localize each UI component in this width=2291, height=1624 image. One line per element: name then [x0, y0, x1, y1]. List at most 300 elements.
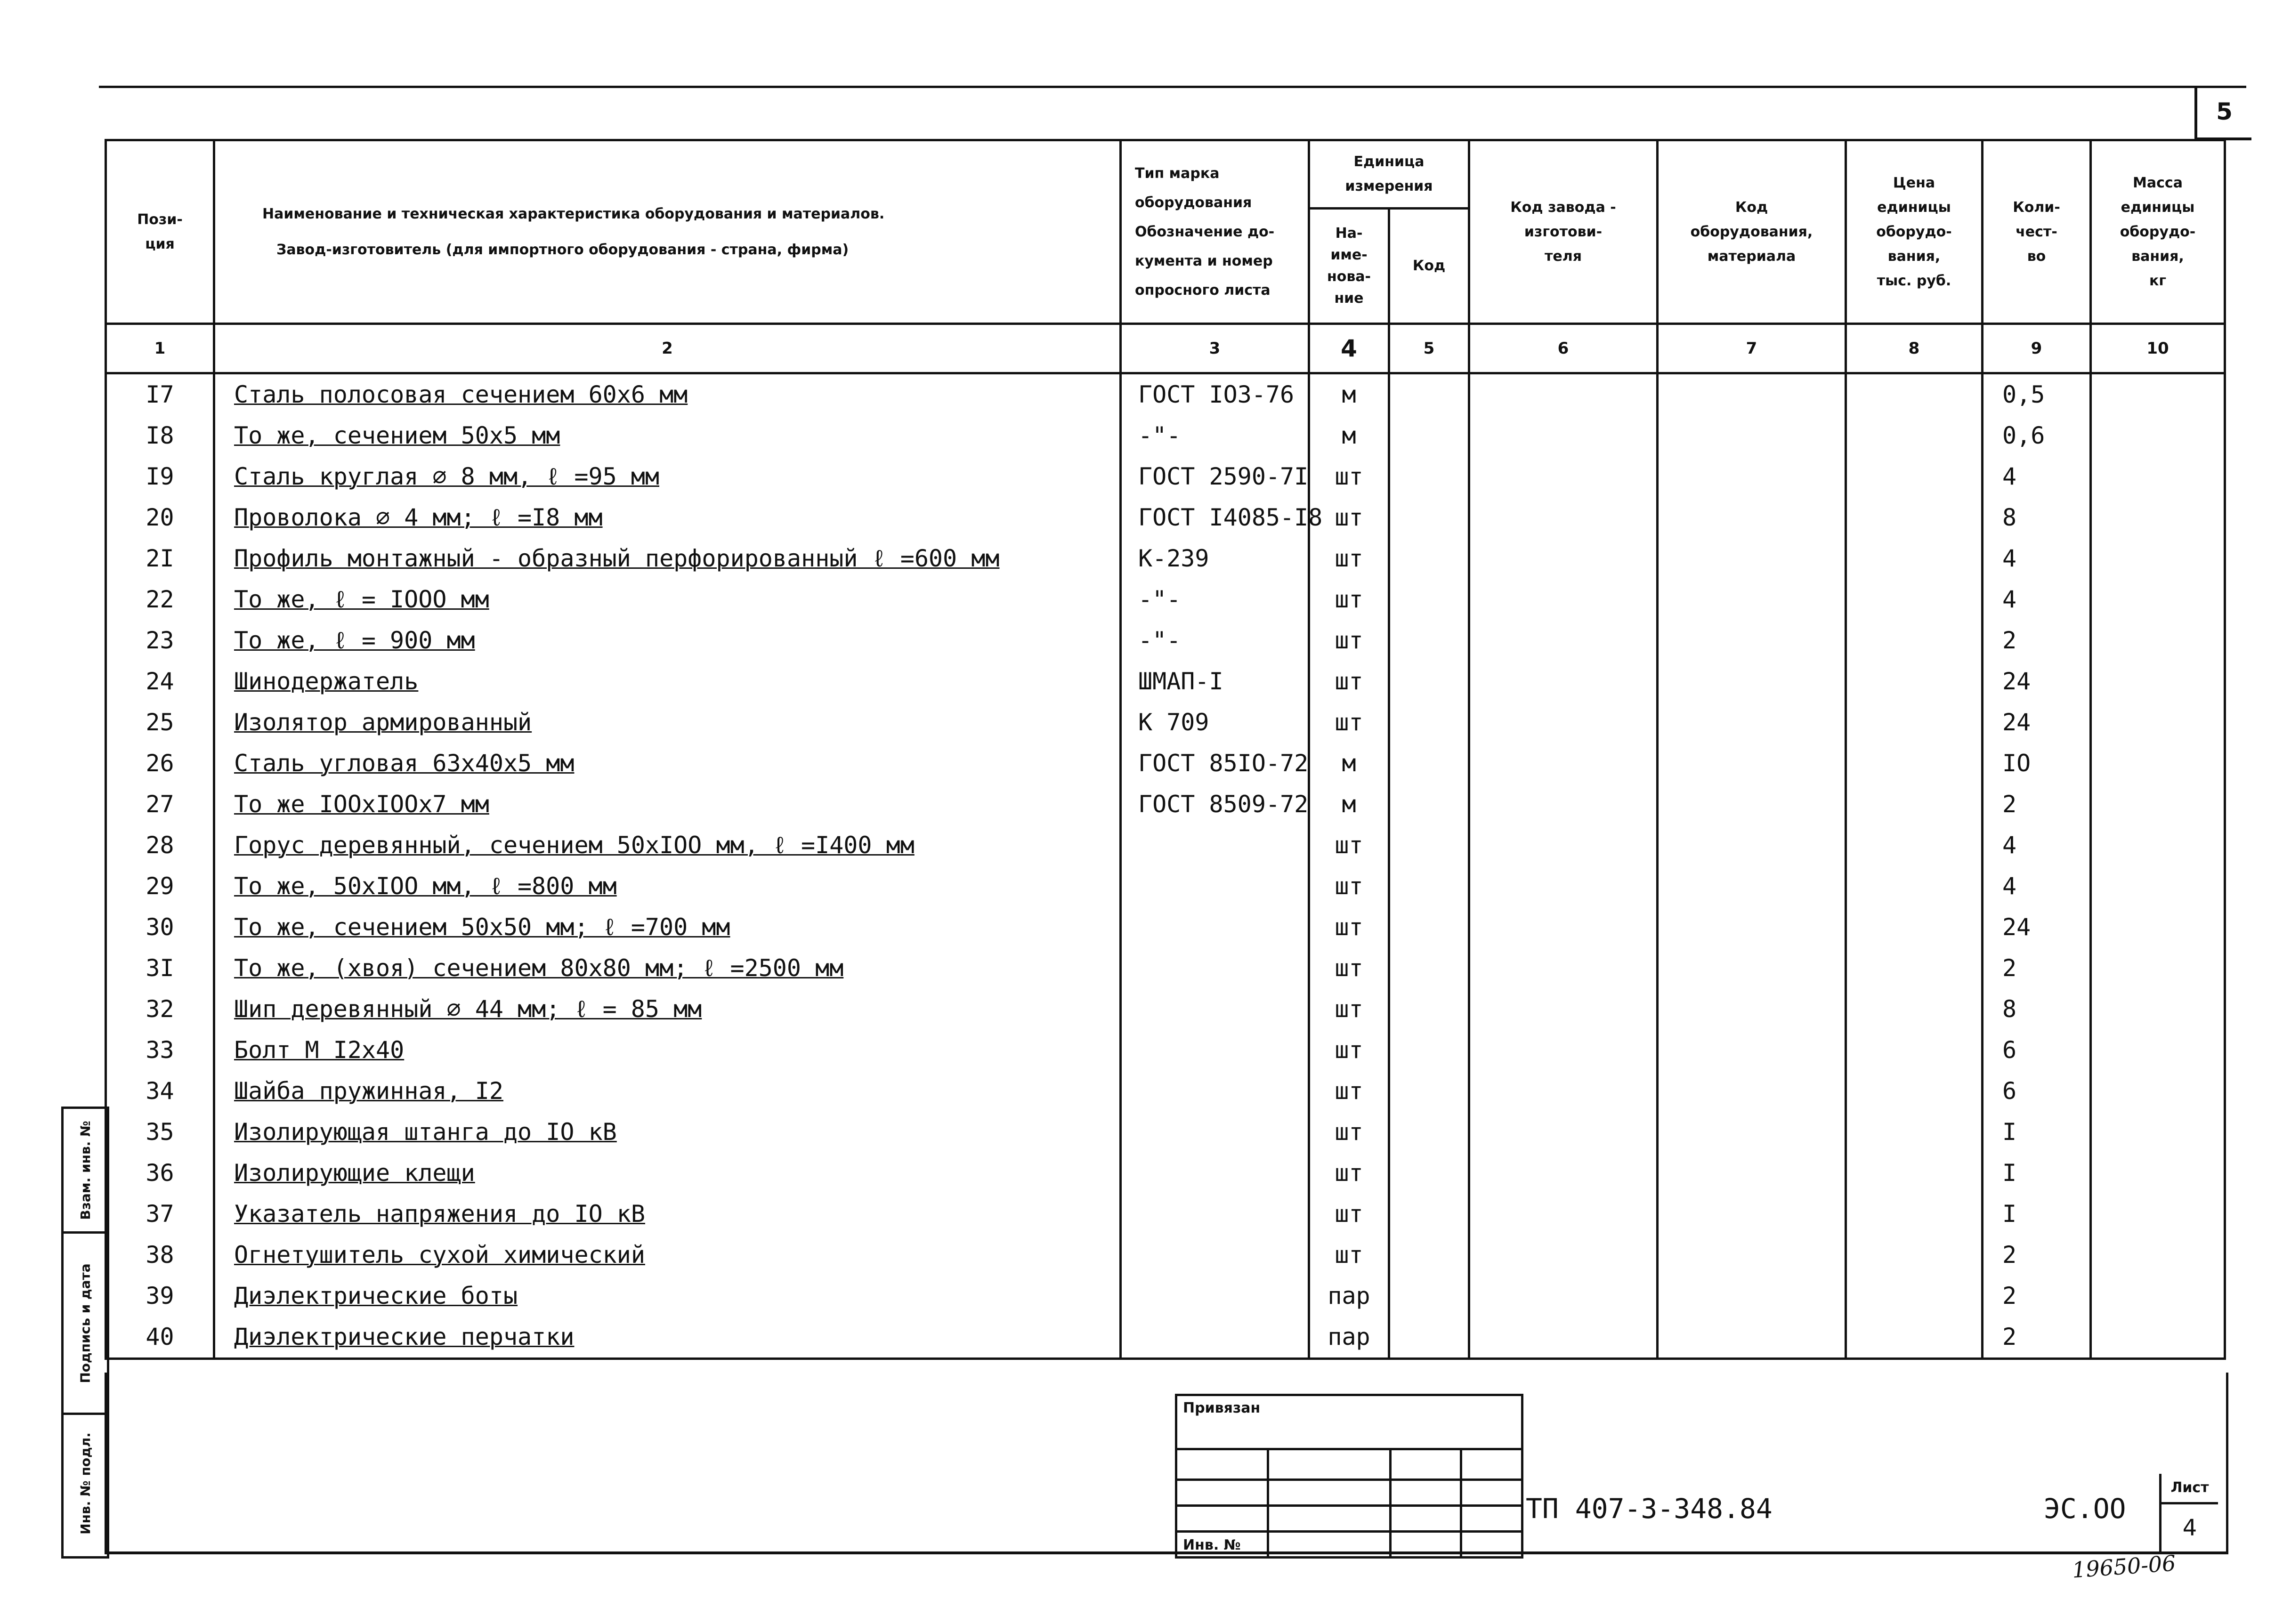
row-mass: [2091, 538, 2225, 579]
row-qty: 6: [1983, 1030, 2091, 1071]
row-qty: 4: [1983, 538, 2091, 579]
row-position: 2I: [106, 538, 214, 579]
row-name: Огнетушитель сухой химический: [214, 1235, 1121, 1276]
row-unit: шт: [1309, 661, 1389, 702]
header-price: Цена единицы оборудо- вания, тыс. руб.: [1846, 140, 1983, 324]
table-row: [106, 907, 2225, 948]
row-qty: 2: [1983, 1276, 2091, 1317]
row-equip-code: [1658, 538, 1846, 579]
row-mass: [2091, 1194, 2225, 1235]
row-name: Изолирующие клещи: [214, 1153, 1121, 1194]
row-equip-code: [1658, 1276, 1846, 1317]
row-position: 38: [106, 1235, 214, 1276]
table-row: [106, 948, 2225, 989]
table-row: [106, 538, 2225, 579]
row-name: То же, (хвоя) сечением 80x80 мм; ℓ =2500 мм: [214, 948, 1121, 989]
row-qty: 2: [1983, 1317, 2091, 1359]
row-unit-code: [1389, 1194, 1469, 1235]
header-name: Наименование и техническая характеристика оборудования и материалов. Завод-изготовитель (для импортного оборудования - страна, фирма): [214, 140, 1121, 324]
row-plant-code: [1469, 497, 1658, 538]
row-position: 39: [106, 1276, 214, 1317]
table-row: [106, 1112, 2225, 1153]
row-position: 24: [106, 661, 214, 702]
row-qty: IO: [1983, 743, 2091, 784]
row-unit-code: [1389, 907, 1469, 948]
row-mark: [1121, 989, 1309, 1030]
row-qty: 24: [1983, 702, 2091, 743]
row-position: 33: [106, 1030, 214, 1071]
row-position: 30: [106, 907, 214, 948]
row-mark: -"-: [1121, 415, 1309, 456]
row-mark: [1121, 1235, 1309, 1276]
row-unit: м: [1309, 743, 1389, 784]
row-name: Изолятор армированный: [214, 702, 1121, 743]
document-code: ТП 407-3-348.84: [1526, 1493, 1773, 1525]
col-number: 8: [1846, 324, 1983, 373]
row-price: [1846, 702, 1983, 743]
row-equip-code: [1658, 784, 1846, 825]
row-qty: 4: [1983, 579, 2091, 620]
side-stamp-sign-date: Подпись и дата: [77, 1263, 93, 1383]
row-unit: шт: [1309, 1153, 1389, 1194]
row-plant-code: [1469, 784, 1658, 825]
row-qty: 2: [1983, 784, 2091, 825]
row-plant-code: [1469, 825, 1658, 866]
row-unit-code: [1389, 989, 1469, 1030]
row-mass: [2091, 497, 2225, 538]
row-unit: шт: [1309, 989, 1389, 1030]
row-unit-code: [1389, 1276, 1469, 1317]
row-position: 27: [106, 784, 214, 825]
row-mass: [2091, 1030, 2225, 1071]
col-number: 4: [1309, 324, 1389, 373]
col-number: 7: [1658, 324, 1846, 373]
table-row: [106, 1071, 2225, 1112]
row-unit-code: [1389, 743, 1469, 784]
row-mass: [2091, 661, 2225, 702]
row-unit-code: [1389, 456, 1469, 497]
row-position: 26: [106, 743, 214, 784]
row-name: Проволока ∅ 4 мм; ℓ =I8 мм: [214, 497, 1121, 538]
row-plant-code: [1469, 661, 1658, 702]
row-mark: [1121, 866, 1309, 907]
col-number: 1: [106, 324, 214, 373]
table-row: [106, 373, 2225, 416]
row-equip-code: [1658, 661, 1846, 702]
row-qty: 2: [1983, 948, 2091, 989]
row-mass: [2091, 579, 2225, 620]
row-price: [1846, 456, 1983, 497]
row-name: То же, сечением 50x50 мм; ℓ =700 мм: [214, 907, 1121, 948]
row-qty: I: [1983, 1112, 2091, 1153]
row-qty: 2: [1983, 1235, 2091, 1276]
row-qty: 4: [1983, 825, 2091, 866]
row-mass: [2091, 702, 2225, 743]
row-mark: [1121, 1112, 1309, 1153]
row-unit: шт: [1309, 579, 1389, 620]
row-unit: шт: [1309, 497, 1389, 538]
header-mass: Масса единицы оборудо- вания, кг: [2091, 140, 2225, 324]
row-unit: м: [1309, 373, 1389, 416]
row-mark: [1121, 907, 1309, 948]
row-mark: [1121, 1276, 1309, 1317]
row-plant-code: [1469, 373, 1658, 416]
row-unit-code: [1389, 825, 1469, 866]
row-mark: ГОСТ 2590-7I: [1121, 456, 1309, 497]
row-price: [1846, 415, 1983, 456]
row-equip-code: [1658, 1317, 1846, 1359]
row-price: [1846, 538, 1983, 579]
row-mark: [1121, 1071, 1309, 1112]
col-number: 2: [214, 324, 1121, 373]
header-mark: Тип марка оборудования Обозначение до- кумента и номер опросного листа: [1121, 140, 1309, 324]
row-name: Диэлектрические перчатки: [214, 1317, 1121, 1359]
row-price: [1846, 1030, 1983, 1071]
row-unit-code: [1389, 373, 1469, 416]
sheet-value: 4: [2182, 1515, 2197, 1541]
row-mass: [2091, 456, 2225, 497]
row-qty: I: [1983, 1194, 2091, 1235]
row-qty: 24: [1983, 907, 2091, 948]
row-unit-code: [1389, 1153, 1469, 1194]
row-mass: [2091, 948, 2225, 989]
table-row: [106, 866, 2225, 907]
row-position: I8: [106, 415, 214, 456]
row-plant-code: [1469, 1235, 1658, 1276]
handwritten-note: 19650-06: [2071, 1550, 2177, 1583]
header-qty: Коли- чест- во: [1983, 140, 2091, 324]
row-mass: [2091, 743, 2225, 784]
row-unit: шт: [1309, 907, 1389, 948]
row-price: [1846, 784, 1983, 825]
row-equip-code: [1658, 948, 1846, 989]
row-plant-code: [1469, 1030, 1658, 1071]
row-mass: [2091, 989, 2225, 1030]
row-name: То же IOOxIOOx7 мм: [214, 784, 1121, 825]
row-name: Шип деревянный ∅ 44 мм; ℓ = 85 мм: [214, 989, 1121, 1030]
col-number: 10: [2091, 324, 2225, 373]
row-equip-code: [1658, 1194, 1846, 1235]
row-qty: 2: [1983, 620, 2091, 661]
row-unit-code: [1389, 1317, 1469, 1359]
row-unit: м: [1309, 784, 1389, 825]
stamp-title: Привязан: [1183, 1400, 1261, 1416]
row-mass: [2091, 1235, 2225, 1276]
sheet-number: 5: [2194, 86, 2251, 140]
stamp-inv-label: Инв. №: [1183, 1537, 1241, 1553]
row-mark: [1121, 1317, 1309, 1359]
row-price: [1846, 373, 1983, 416]
row-unit: шт: [1309, 456, 1389, 497]
table-row: [106, 1153, 2225, 1194]
row-qty: 4: [1983, 866, 2091, 907]
row-equip-code: [1658, 1112, 1846, 1153]
row-price: [1846, 1071, 1983, 1112]
row-mass: [2091, 1112, 2225, 1153]
row-mark: ШМАП-I: [1121, 661, 1309, 702]
col-number: 9: [1983, 324, 2091, 373]
table-row: [106, 579, 2225, 620]
row-mass: [2091, 373, 2225, 416]
row-mass: [2091, 866, 2225, 907]
row-position: 23: [106, 620, 214, 661]
row-position: 32: [106, 989, 214, 1030]
row-name: Сталь угловая 63x40x5 мм: [214, 743, 1121, 784]
row-price: [1846, 1317, 1983, 1359]
row-name: Сталь полосовая сечением 60x6 мм: [214, 373, 1121, 416]
row-price: [1846, 825, 1983, 866]
row-mass: [2091, 1153, 2225, 1194]
specification-table: [105, 139, 2226, 1360]
row-price: [1846, 1112, 1983, 1153]
row-equip-code: [1658, 825, 1846, 866]
table-row: [106, 989, 2225, 1030]
sheet-box: [2159, 1474, 2218, 1551]
row-unit: шт: [1309, 538, 1389, 579]
row-unit: шт: [1309, 866, 1389, 907]
row-unit-code: [1389, 1071, 1469, 1112]
row-equip-code: [1658, 415, 1846, 456]
row-plant-code: [1469, 620, 1658, 661]
row-position: I9: [106, 456, 214, 497]
row-position: 25: [106, 702, 214, 743]
row-mark: [1121, 1194, 1309, 1235]
row-mass: [2091, 1071, 2225, 1112]
row-position: 22: [106, 579, 214, 620]
column-numbers-row: [106, 324, 2225, 373]
row-mass: [2091, 825, 2225, 866]
row-unit: шт: [1309, 1235, 1389, 1276]
table-row: [106, 415, 2225, 456]
row-name: Диэлектрические боты: [214, 1276, 1121, 1317]
row-plant-code: [1469, 1112, 1658, 1153]
row-unit: пар: [1309, 1276, 1389, 1317]
table-row: [106, 702, 2225, 743]
row-equip-code: [1658, 1153, 1846, 1194]
row-unit: шт: [1309, 1030, 1389, 1071]
table-row: [106, 1235, 2225, 1276]
row-mass: [2091, 1317, 2225, 1359]
row-mark: К 709: [1121, 702, 1309, 743]
table-row: [106, 784, 2225, 825]
row-plant-code: [1469, 948, 1658, 989]
row-plant-code: [1469, 579, 1658, 620]
row-unit-code: [1389, 538, 1469, 579]
row-equip-code: [1658, 702, 1846, 743]
row-plant-code: [1469, 702, 1658, 743]
row-mark: [1121, 1030, 1309, 1071]
row-price: [1846, 1235, 1983, 1276]
row-equip-code: [1658, 907, 1846, 948]
row-equip-code: [1658, 743, 1846, 784]
document-section: ЭС.ОО: [2044, 1493, 2126, 1525]
row-mark: [1121, 825, 1309, 866]
row-mark: ГОСТ 8509-72: [1121, 784, 1309, 825]
row-unit: шт: [1309, 825, 1389, 866]
row-position: 20: [106, 497, 214, 538]
row-mass: [2091, 907, 2225, 948]
row-unit-code: [1389, 415, 1469, 456]
table-row: [106, 661, 2225, 702]
row-unit: шт: [1309, 620, 1389, 661]
row-equip-code: [1658, 866, 1846, 907]
row-name: Профиль монтажный - образный перфорированный ℓ =600 мм: [214, 538, 1121, 579]
row-unit: шт: [1309, 948, 1389, 989]
row-name: Болт М I2x40: [214, 1030, 1121, 1071]
table-row: [106, 456, 2225, 497]
row-plant-code: [1469, 456, 1658, 497]
row-qty: 0,6: [1983, 415, 2091, 456]
row-unit-code: [1389, 661, 1469, 702]
row-plant-code: [1469, 1276, 1658, 1317]
row-position: 34: [106, 1071, 214, 1112]
row-unit-code: [1389, 1112, 1469, 1153]
row-equip-code: [1658, 989, 1846, 1030]
header-plant-code: Код завода - изготови- теля: [1469, 140, 1658, 324]
row-mass: [2091, 784, 2225, 825]
row-qty: 6: [1983, 1071, 2091, 1112]
row-unit-code: [1389, 866, 1469, 907]
row-equip-code: [1658, 456, 1846, 497]
table-row: [106, 743, 2225, 784]
sheet-label: Лист: [2161, 1474, 2218, 1504]
row-qty: 8: [1983, 989, 2091, 1030]
row-name: То же, сечением 50x5 мм: [214, 415, 1121, 456]
row-plant-code: [1469, 1194, 1658, 1235]
row-unit-code: [1389, 1235, 1469, 1276]
row-name: Горус деревянный, сечением 50xIOO мм, ℓ =I400 мм: [214, 825, 1121, 866]
row-position: I7: [106, 373, 214, 416]
row-qty: 24: [1983, 661, 2091, 702]
row-name: Сталь круглая ∅ 8 мм, ℓ =95 мм: [214, 456, 1121, 497]
row-price: [1846, 866, 1983, 907]
row-unit-code: [1389, 1030, 1469, 1071]
side-stamp: [61, 1107, 109, 1559]
row-equip-code: [1658, 1235, 1846, 1276]
header-unit-name: На- име- нова- ние: [1309, 209, 1389, 324]
row-unit: шт: [1309, 702, 1389, 743]
row-plant-code: [1469, 538, 1658, 579]
row-mass: [2091, 1276, 2225, 1317]
row-name: То же, 50xIOO мм, ℓ =800 мм: [214, 866, 1121, 907]
row-unit: шт: [1309, 1194, 1389, 1235]
col-number: 6: [1469, 324, 1658, 373]
row-unit-code: [1389, 702, 1469, 743]
row-plant-code: [1469, 866, 1658, 907]
row-price: [1846, 743, 1983, 784]
row-position: 40: [106, 1317, 214, 1359]
row-price: [1846, 620, 1983, 661]
row-price: [1846, 579, 1983, 620]
table-row: [106, 1030, 2225, 1071]
row-price: [1846, 1276, 1983, 1317]
row-mark: ГОСТ IO3-76: [1121, 373, 1309, 416]
row-position: 37: [106, 1194, 214, 1235]
row-mark: [1121, 1153, 1309, 1194]
row-equip-code: [1658, 1030, 1846, 1071]
row-plant-code: [1469, 743, 1658, 784]
row-price: [1846, 989, 1983, 1030]
row-plant-code: [1469, 907, 1658, 948]
row-unit-code: [1389, 948, 1469, 989]
row-unit: шт: [1309, 1071, 1389, 1112]
row-mark: -"-: [1121, 579, 1309, 620]
header-unit-group: Единица измерения: [1309, 140, 1469, 209]
side-stamp-replace-inv: Взам. инв. №: [77, 1120, 93, 1220]
row-plant-code: [1469, 1317, 1658, 1359]
row-price: [1846, 497, 1983, 538]
header-pos: Пози- ция: [106, 140, 214, 324]
row-price: [1846, 661, 1983, 702]
row-equip-code: [1658, 373, 1846, 416]
row-equip-code: [1658, 1071, 1846, 1112]
row-qty: 4: [1983, 456, 2091, 497]
top-rule: [99, 86, 2246, 88]
row-name: Шайба пружинная, I2: [214, 1071, 1121, 1112]
row-mark: ГОСТ 85IO-72: [1121, 743, 1309, 784]
row-unit-code: [1389, 784, 1469, 825]
row-name: То же, ℓ = 900 мм: [214, 620, 1121, 661]
row-unit-code: [1389, 497, 1469, 538]
row-position: 35: [106, 1112, 214, 1153]
table-row: [106, 1194, 2225, 1235]
row-price: [1846, 948, 1983, 989]
side-stamp-inv-orig: Инв. № подл.: [77, 1432, 93, 1535]
row-unit: пар: [1309, 1317, 1389, 1359]
row-mark: -"-: [1121, 620, 1309, 661]
row-price: [1846, 1153, 1983, 1194]
row-name: То же, ℓ = IOOO мм: [214, 579, 1121, 620]
row-equip-code: [1658, 579, 1846, 620]
header-unit-code: Код: [1389, 209, 1469, 324]
row-unit: м: [1309, 415, 1389, 456]
row-position: 28: [106, 825, 214, 866]
row-name: Шинодержатель: [214, 661, 1121, 702]
binding-stamp: [1175, 1394, 1523, 1559]
row-unit: шт: [1309, 1112, 1389, 1153]
row-equip-code: [1658, 497, 1846, 538]
row-plant-code: [1469, 1153, 1658, 1194]
col-number: 5: [1389, 324, 1469, 373]
row-mark: [1121, 948, 1309, 989]
table-row: [106, 620, 2225, 661]
row-plant-code: [1469, 1071, 1658, 1112]
row-plant-code: [1469, 415, 1658, 456]
header-equip-code: Код оборудования, материала: [1658, 140, 1846, 324]
bottom-frame: [105, 1373, 2228, 1554]
table-row: [106, 1317, 2225, 1359]
table-row: [106, 825, 2225, 866]
row-mass: [2091, 620, 2225, 661]
row-mass: [2091, 415, 2225, 456]
row-plant-code: [1469, 989, 1658, 1030]
row-qty: I: [1983, 1153, 2091, 1194]
row-unit-code: [1389, 620, 1469, 661]
row-equip-code: [1658, 620, 1846, 661]
row-name: Изолирующая штанга до IO кВ: [214, 1112, 1121, 1153]
row-name: Указатель напряжения до IO кВ: [214, 1194, 1121, 1235]
row-position: 29: [106, 866, 214, 907]
row-position: 36: [106, 1153, 214, 1194]
row-price: [1846, 907, 1983, 948]
row-qty: 0,5: [1983, 373, 2091, 416]
table-row: [106, 1276, 2225, 1317]
row-mark: К-239: [1121, 538, 1309, 579]
row-qty: 8: [1983, 497, 2091, 538]
row-mark: ГОСТ I4085-I8: [1121, 497, 1309, 538]
row-price: [1846, 1194, 1983, 1235]
table-row: [106, 497, 2225, 538]
